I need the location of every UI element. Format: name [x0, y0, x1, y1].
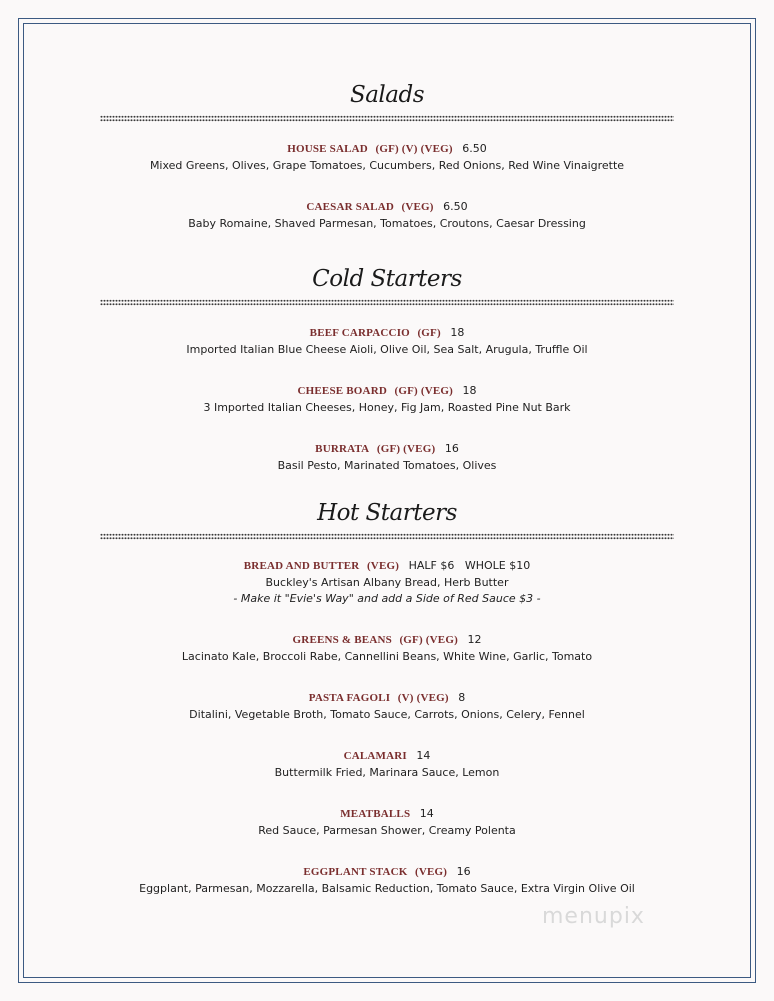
item-price: 8 — [458, 691, 466, 704]
item-price: 18 — [450, 326, 465, 339]
item-price: 12 — [467, 633, 482, 646]
menu-item-house-salad — [0, 142, 774, 156]
dotted-divider — [100, 115, 674, 122]
menu-item-beef-carpaccio — [0, 326, 774, 340]
item-price: 6.50 — [443, 200, 468, 213]
item-description: 3 Imported Italian Cheeses, Honey, Fig Jam, Roasted Pine Nut Bark — [203, 401, 571, 414]
item-tags: (V) (VEG) — [397, 692, 449, 704]
item-tags: (GF) — [417, 327, 441, 339]
watermark-logo: menupix — [542, 904, 645, 929]
dotted-divider — [100, 299, 674, 306]
menu-item-greens-and-beans — [0, 633, 774, 647]
item-price: 14 — [419, 807, 434, 820]
item-description: Basil Pesto, Marinated Tomatoes, Olives — [277, 459, 497, 472]
item-price: 6.50 — [462, 142, 487, 155]
item-name: CALAMARI — [343, 750, 407, 762]
item-description: Lacinato Kale, Broccoli Rabe, Cannellini Beans, White Wine, Garlic, Tomato — [181, 650, 593, 663]
item-name: EGGPLANT STACK — [303, 866, 408, 878]
item-name: GREENS & BEANS — [292, 634, 392, 646]
item-name: HOUSE SALAD — [287, 143, 368, 155]
item-tags: (GF) (V) (VEG) — [375, 143, 453, 155]
item-note: - Make it "Evie's Way" and add a Side of Red Sauce $3 - — [233, 592, 541, 605]
item-description: Buckley's Artisan Albany Bread, Herb Butter — [265, 576, 509, 589]
item-tags: (GF) (VEG) — [399, 634, 458, 646]
menu-item-pasta-fagoli — [0, 691, 774, 705]
menu-item-eggplant-stack — [0, 865, 774, 879]
section-title-hot-starters: Hot Starters — [317, 500, 457, 526]
item-name: BURRATA — [315, 443, 370, 455]
menu-item-bread-and-butter — [0, 559, 774, 573]
item-description: Red Sauce, Parmesan Shower, Creamy Polenta — [258, 824, 516, 837]
item-name: MEATBALLS — [340, 808, 411, 820]
item-tags: (GF) (VEG) — [376, 443, 436, 455]
item-name: BREAD AND BUTTER — [243, 560, 360, 572]
item-description: Eggplant, Parmesan, Mozzarella, Balsamic Reduction, Tomato Sauce, Extra Virgin Olive Oil — [139, 882, 635, 895]
item-name: PASTA FAGOLI — [308, 692, 391, 704]
item-description: Imported Italian Blue Cheese Aioli, Olive Oil, Sea Salt, Arugula, Truffle Oil — [186, 343, 588, 356]
item-tags: (VEG) — [401, 201, 434, 213]
item-price: 16 — [456, 865, 471, 878]
section-title-cold-starters: Cold Starters — [312, 266, 462, 292]
menu-item-meatballs — [0, 807, 774, 821]
item-price: 18 — [462, 384, 477, 397]
item-price: 16 — [444, 442, 459, 455]
section-title-salads: Salads — [349, 82, 425, 108]
menu-item-cheese-board — [0, 384, 774, 398]
dotted-divider — [100, 533, 674, 540]
item-name: CAESAR SALAD — [306, 201, 394, 213]
item-name: CHEESE BOARD — [297, 385, 387, 397]
item-tags: (GF) (VEG) — [394, 385, 454, 397]
item-description: Baby Romaine, Shaved Parmesan, Tomatoes, Croutons, Caesar Dressing — [188, 217, 586, 230]
item-price: 14 — [416, 749, 431, 762]
item-tags: (VEG) — [415, 866, 448, 878]
menu-item-calamari — [0, 749, 774, 763]
item-description: Ditalini, Vegetable Broth, Tomato Sauce, Carrots, Onions, Celery, Fennel — [189, 708, 585, 721]
item-description: Buttermilk Fried, Marinara Sauce, Lemon — [274, 766, 500, 779]
item-name: BEEF CARPACCIO — [309, 327, 410, 339]
item-price: HALF $6 WHOLE $10 — [408, 559, 531, 572]
item-tags: (VEG) — [366, 560, 400, 572]
menu-item-burrata — [0, 442, 774, 456]
menu-item-caesar-salad — [0, 200, 774, 214]
item-description: Mixed Greens, Olives, Grape Tomatoes, Cucumbers, Red Onions, Red Wine Vinaigrette — [149, 159, 625, 172]
